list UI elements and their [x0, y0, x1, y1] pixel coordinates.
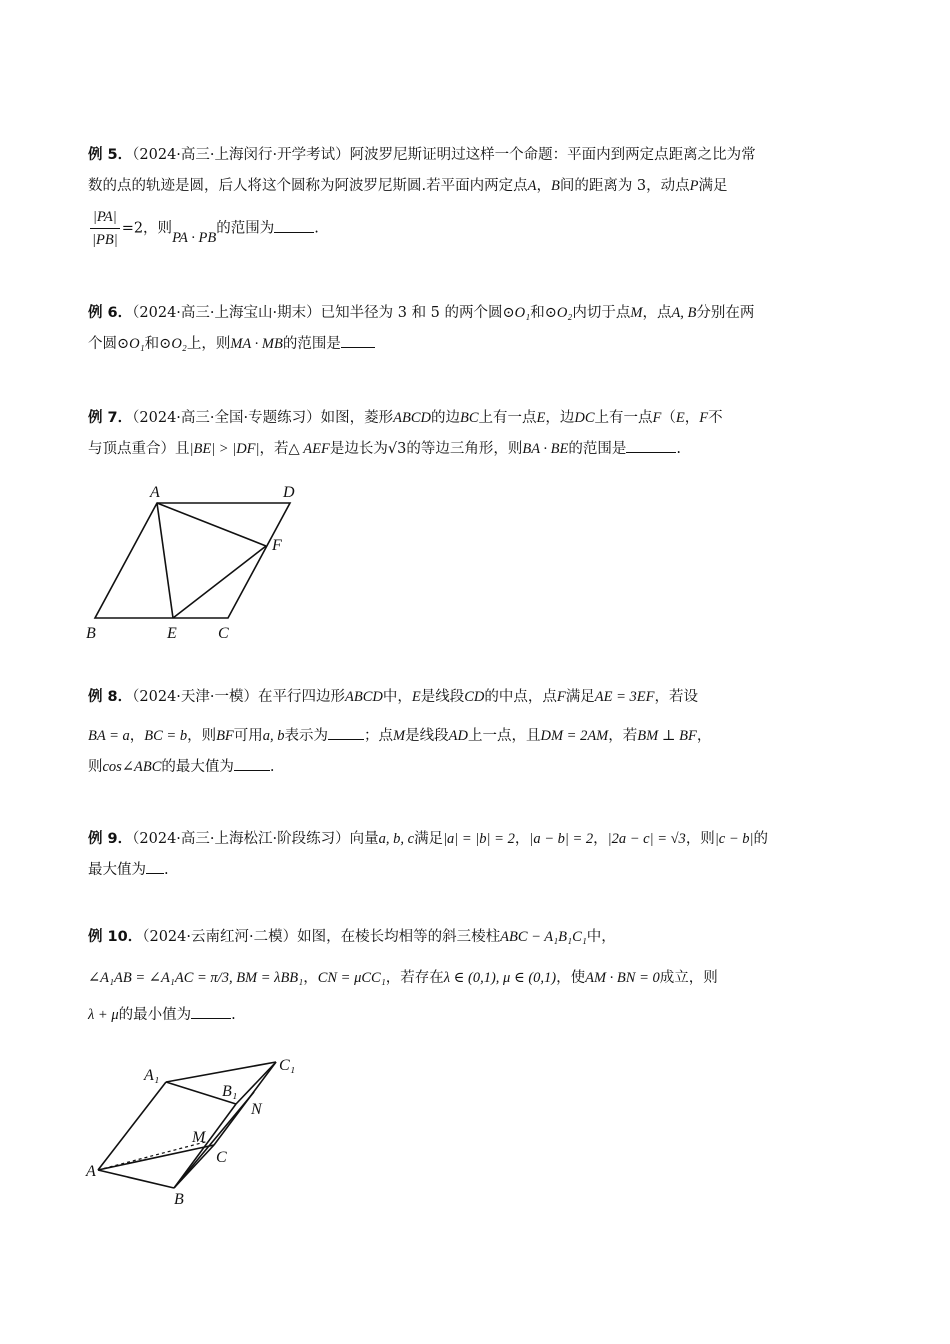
edge-ab: [98, 1170, 174, 1188]
label-e: E: [167, 625, 177, 642]
source: （2024·天津·一模）: [132, 689, 259, 705]
answer-blank: [191, 1004, 231, 1019]
prism-figure: [80, 1052, 320, 1212]
source: （2024·高三·上海闵行·开学考试）: [132, 147, 350, 163]
example-6: 例 6．（2024·高三·上海宝山·期末）已知半径为 3 和 5 的两个圆⊙O₁和⊙O₂内切于点M，点A, B分别在两 个圆⊙O₁和⊙O₂上，则MA · MB的范围是: [88, 305, 755, 352]
example-label: 例 7．: [88, 410, 133, 426]
example-label: 例 10．: [88, 929, 143, 945]
source: （2024·高三·上海松江·阶段练习）: [132, 831, 350, 847]
label-c1: C₁: [279, 1057, 296, 1074]
example-label: 例 5．: [88, 147, 133, 163]
label-f: F: [272, 537, 282, 554]
label-a1: A₁: [144, 1067, 160, 1084]
example-5: 例 5．（2024·高三·上海闵行·开学考试）阿波罗尼斯证明过这样一个命题：平面内到两定点距离之比为常 数的点的轨迹是圆，后人将这个圆称为阿波罗尼斯圆.若平面内两定点A，B间的距离为 3，动点P满足 $\frac{|PA|}{|PB|}$ =2，则PA · PB的范围为 .: [88, 140, 863, 251]
segment-ef: [173, 546, 266, 618]
rhombus-figure: [80, 478, 320, 646]
label-b1: B₁: [222, 1083, 238, 1100]
segment-bn: [174, 1092, 254, 1188]
label-a: A: [150, 484, 160, 501]
source: （2024·高三·全国·专题练习）: [132, 410, 321, 426]
segment-af: [157, 503, 266, 546]
example-9: 例 9．（2024·高三·上海松江·阶段练习）向量a, b, c满足|a| = |b| = 2，|a − b| = 2，|2a − c| = √3，则|c − b|的 最大值为 .: [88, 831, 769, 878]
example-8: 例 8．（2024·天津·一模）在平行四边形ABCD中，E是线段CD的中点，点F满足AE = 3EF，若设 BA = a，BC = b，则BF可用a, b表示为 ；点M是线段AD上一点，且DM = 2AM，若BM ⊥ BF， 则cos∠ABC的最大值为 .: [88, 689, 712, 775]
answer-blank: [328, 725, 364, 740]
example-label: 例 9．: [88, 831, 133, 847]
example-7: 例 7．（2024·高三·全国·专题练习）如图，菱形ABCD的边BC上有一点E，边DC上有一点F（E，F不 与顶点重合）且|BE| > |DF|，若△ AEF是边长为√3的等边三角形，则BA · BE的范围是 .: [88, 410, 723, 457]
example-label: 例 6．: [88, 305, 133, 321]
label-a: A: [86, 1163, 96, 1180]
example-label: 例 8．: [88, 689, 133, 705]
answer-blank: [341, 333, 375, 348]
label-n: N: [251, 1101, 262, 1118]
rhombus-abcd: [95, 503, 290, 618]
label-b: B: [86, 625, 96, 642]
label-d: D: [283, 484, 295, 501]
segment-ae: [157, 503, 173, 618]
answer-blank: [146, 859, 164, 874]
answer-blank: [234, 756, 270, 771]
edge-bb1: [174, 1104, 236, 1188]
answer-blank: [626, 438, 676, 453]
ratio-fraction: $\frac{|PA|}{|PB|}$: [90, 206, 120, 251]
label-c: C: [216, 1149, 227, 1166]
example-10: 例 10．（2024·云南红河·二模）如图，在棱长均相等的斜三棱柱ABC − A₁B₁C₁中， ∠A₁AB = ∠A₁AC = π/3, BM = λBB₁，CN = μCC₁，若存在λ ∈ (0,1), μ ∈ (0,1)，使AM · BN = 0成立，则 λ + μ的最小值为 .: [88, 929, 718, 1023]
label-m: M: [192, 1129, 206, 1146]
label-b: B: [174, 1191, 184, 1208]
answer-blank: [274, 218, 314, 233]
source: （2024·云南红河·二模）: [142, 929, 298, 945]
source: （2024·高三·上海宝山·期末）: [132, 305, 321, 321]
label-c: C: [218, 625, 229, 642]
